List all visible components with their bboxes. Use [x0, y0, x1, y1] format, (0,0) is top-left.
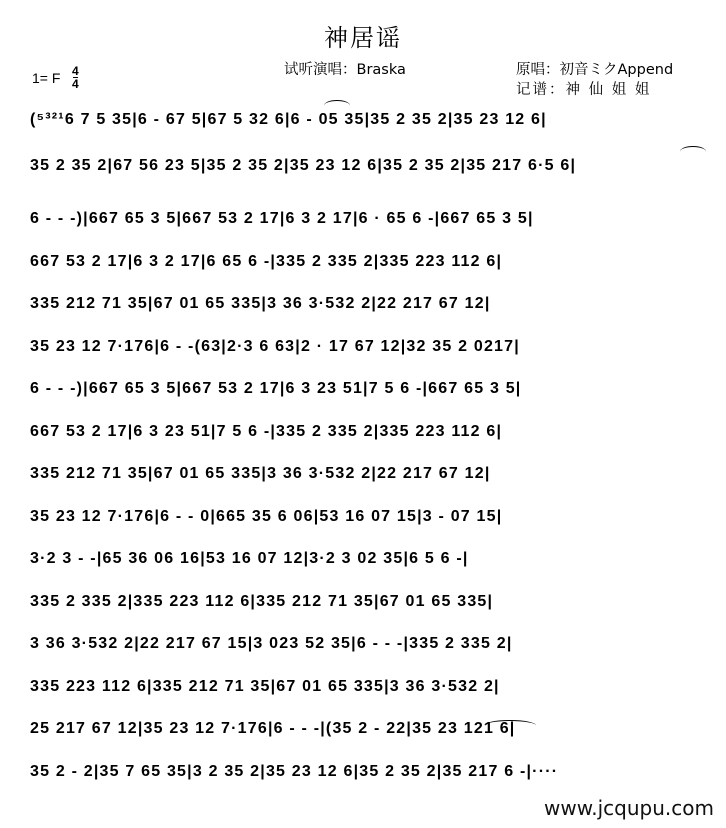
notation-row: 35 2 35 2|67 56 23 5|35 2 35 2|35 23 12 6|35 2 35 2|35 217 6·5 6|	[30, 157, 577, 174]
site-watermark: www.jcqupu.com	[544, 796, 714, 820]
notation-row: 6 - - -)|667 65 3 5|667 53 2 17|6 3 23 51|7 5 6 -|667 65 3 5|	[30, 380, 522, 397]
notation-row: 3 36 3·532 2|22 217 67 15|3 023 52 35|6 - - -|335 2 335 2|	[30, 635, 513, 652]
notation-row: 25 217 67 12|35 23 12 7·176|6 - - -|(35 2 - 22|35 23 121 6|	[30, 720, 516, 737]
notation-row: 335 2 335 2|335 223 112 6|335 212 71 35|67 01 65 335|	[30, 593, 494, 610]
notation-row: 667 53 2 17|6 3 2 17|6 65 6 -|335 2 335 2|335 223 112 6|	[30, 253, 503, 270]
time-signature-top: 4	[72, 64, 79, 78]
notation-row: 335 212 71 35|67 01 65 335|3 36 3·532 2|22 217 67 12|	[30, 295, 491, 312]
notation-row: 335 223 112 6|335 212 71 35|67 01 65 335|3 36 3·532 2|	[30, 678, 500, 695]
notation-row: 335 212 71 35|67 01 65 335|3 36 3·532 2|22 217 67 12|	[30, 465, 491, 482]
notation-row: 3·2 3 - -|65 36 06 16|53 16 07 12|3·2 3 02 35|6 5 6 -|	[30, 550, 469, 567]
notation-row: 6 - - -)|667 65 3 5|667 53 2 17|6 3 2 17|6 · 65 6 -|667 65 3 5|	[30, 210, 534, 227]
time-signature	[72, 65, 79, 90]
audition-singer: 试听演唱：Braska	[284, 62, 406, 78]
time-signature-bottom: 4	[72, 77, 79, 91]
notation-row: (⁵³²¹6 7 5 35|6 - 67 5|67 5 32 6|6 - 05 35|35 2 35 2|35 23 12 6|	[30, 111, 547, 128]
notation-row: 667 53 2 17|6 3 23 51|7 5 6 -|335 2 335 2|335 223 112 6|	[30, 423, 503, 440]
notation-row: 35 23 12 7·176|6 - - 0|665 35 6 06|53 16 07 15|3 - 07 15|	[30, 508, 503, 525]
song-title: 神居谣	[324, 24, 402, 52]
original-singer: 原唱：初音ミクAppend	[516, 62, 674, 78]
notation-row: 35 2 - 2|35 7 65 35|3 2 35 2|35 23 12 6|35 2 35 2|35 217 6 -|····	[30, 763, 559, 780]
notation-row: 35 23 12 7·176|6 - -(63|2·3 6 63|2 · 17 67 12|32 35 2 0217|	[30, 338, 520, 355]
transcriber: 记谱：神 仙 姐 姐	[516, 82, 652, 98]
key-signature: 1= F	[32, 70, 61, 86]
